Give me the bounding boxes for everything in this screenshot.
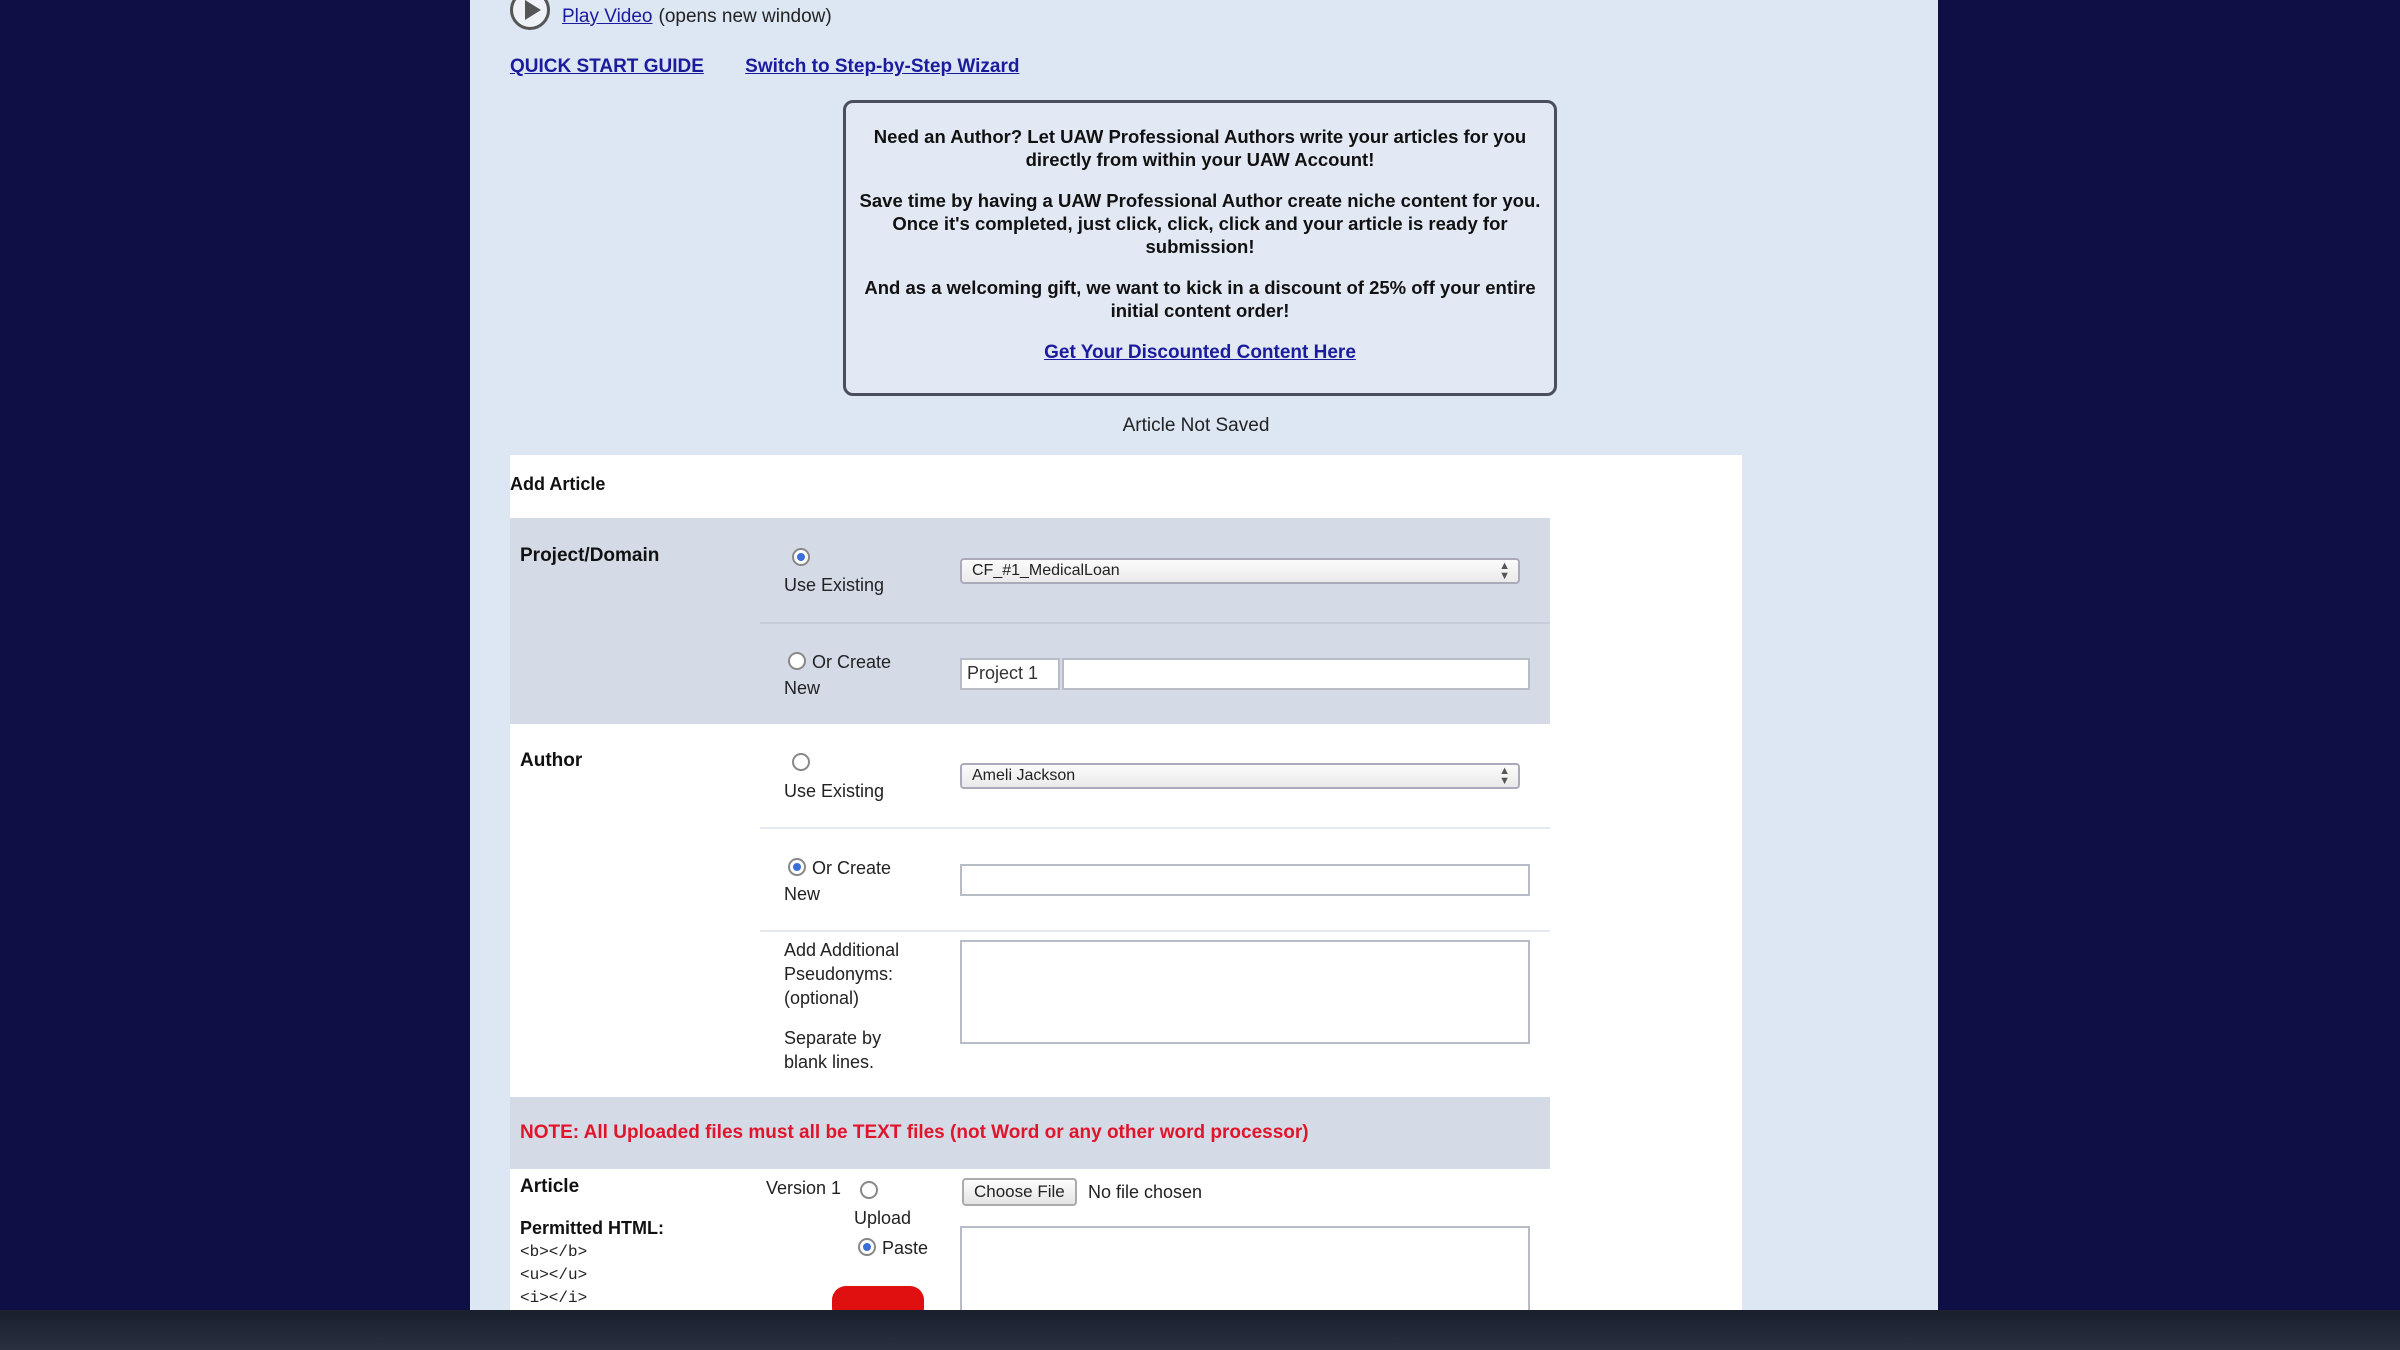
project-label: Project/Domain bbox=[520, 545, 660, 566]
promo-paragraph-1: Need an Author? Let UAW Professional Authors write your articles for you directly from within your UAW Account! bbox=[873, 126, 1527, 170]
article-label: Article bbox=[520, 1176, 580, 1197]
desktop-dock-strip bbox=[0, 1310, 2400, 1350]
author-create-new-radio[interactable] bbox=[788, 858, 806, 876]
discounted-content-link[interactable]: Get Your Discounted Content Here bbox=[1044, 342, 1356, 363]
project-select-value: CF_#1_MedicalLoan bbox=[972, 562, 1120, 579]
author-create-new-label: Or Create bbox=[812, 858, 892, 878]
author-select-value: Ameli Jackson bbox=[972, 767, 1076, 784]
project-use-existing-label: Use Existing bbox=[784, 575, 885, 595]
separate-hint bbox=[784, 1026, 881, 1074]
permitted-html-list bbox=[520, 1241, 587, 1310]
project-prefix-field: Project 1 bbox=[960, 658, 1060, 690]
version-label: Version 1 bbox=[766, 1178, 842, 1198]
author-use-existing-label: Use Existing bbox=[784, 781, 885, 801]
play-video-link[interactable]: Play Video bbox=[562, 6, 653, 27]
pseudonyms-label-line-1: Add Additional bbox=[784, 940, 900, 960]
upload-note: NOTE: All Uploaded files must all be TEXT files (not Word or any other word processor) bbox=[520, 1122, 1309, 1143]
step-by-step-wizard-link[interactable]: Switch to Step-by-Step Wizard bbox=[745, 56, 1020, 77]
select-arrows-icon: ▲ ▼ bbox=[1499, 765, 1510, 787]
form-title: Add Article bbox=[510, 474, 606, 494]
project-create-new-radio[interactable] bbox=[788, 652, 806, 670]
promo-paragraph-2: Save time by having a UAW Professional Author create niche content for you. Once it's completed, just click, click, click and your article is ready for submission! bbox=[859, 190, 1541, 257]
video-row bbox=[510, 0, 832, 34]
article-upload-label: Upload bbox=[854, 1208, 912, 1228]
separate-hint-line-2: blank lines. bbox=[784, 1052, 875, 1072]
red-action-button[interactable] bbox=[832, 1286, 924, 1312]
quick-start-guide-link[interactable]: QUICK START GUIDE bbox=[510, 56, 704, 77]
author-select[interactable] bbox=[960, 763, 1520, 789]
promo-paragraph-3: And as a welcoming gift, we want to kick in a discount of 25% off your entire initial content order! bbox=[864, 277, 1536, 321]
separate-hint-line-1: Separate by bbox=[784, 1028, 882, 1048]
html-tag-bold: <b></b> bbox=[520, 1243, 588, 1261]
project-create-new-label-2: New bbox=[784, 678, 821, 698]
project-divider bbox=[760, 622, 1550, 624]
author-label: Author bbox=[520, 750, 583, 771]
project-create-new-label: Or Create bbox=[812, 652, 892, 672]
html-tag-italic: <i></i> bbox=[520, 1289, 588, 1307]
select-arrows-icon: ▲ ▼ bbox=[1499, 560, 1510, 582]
permitted-html-label: Permitted HTML: bbox=[520, 1218, 664, 1238]
nav-links bbox=[510, 56, 1055, 78]
play-video-icon[interactable] bbox=[510, 0, 550, 30]
pseudonyms-label-line-2: Pseudonyms: bbox=[784, 964, 894, 984]
author-use-existing-radio[interactable] bbox=[792, 753, 810, 771]
project-name-input[interactable] bbox=[1062, 658, 1530, 690]
author-create-new-label-2: New bbox=[784, 884, 821, 904]
promo-box bbox=[843, 100, 1557, 396]
page-content bbox=[470, 0, 1938, 1312]
pseudonyms-textarea[interactable] bbox=[960, 940, 1530, 1044]
play-video-note: (opens new window) bbox=[658, 6, 832, 27]
choose-file-button[interactable]: Choose File bbox=[962, 1178, 1077, 1206]
article-body-textarea[interactable] bbox=[960, 1226, 1530, 1312]
author-divider-1 bbox=[760, 827, 1550, 829]
author-name-input[interactable] bbox=[960, 864, 1530, 896]
html-tag-underline: <u></u> bbox=[520, 1266, 588, 1284]
save-status: Article Not Saved bbox=[1122, 415, 1270, 436]
article-upload-radio[interactable] bbox=[860, 1181, 878, 1199]
pseudonyms-label bbox=[784, 938, 899, 1010]
article-paste-radio[interactable] bbox=[858, 1238, 876, 1256]
article-paste-label: Paste bbox=[882, 1238, 929, 1258]
project-use-existing-radio[interactable] bbox=[792, 548, 810, 566]
project-select[interactable] bbox=[960, 558, 1520, 584]
pseudonyms-label-line-3: (optional) bbox=[784, 988, 860, 1008]
author-divider-2 bbox=[760, 930, 1550, 932]
no-file-chosen-text: No file chosen bbox=[1088, 1182, 1203, 1202]
project-section bbox=[510, 518, 1550, 724]
